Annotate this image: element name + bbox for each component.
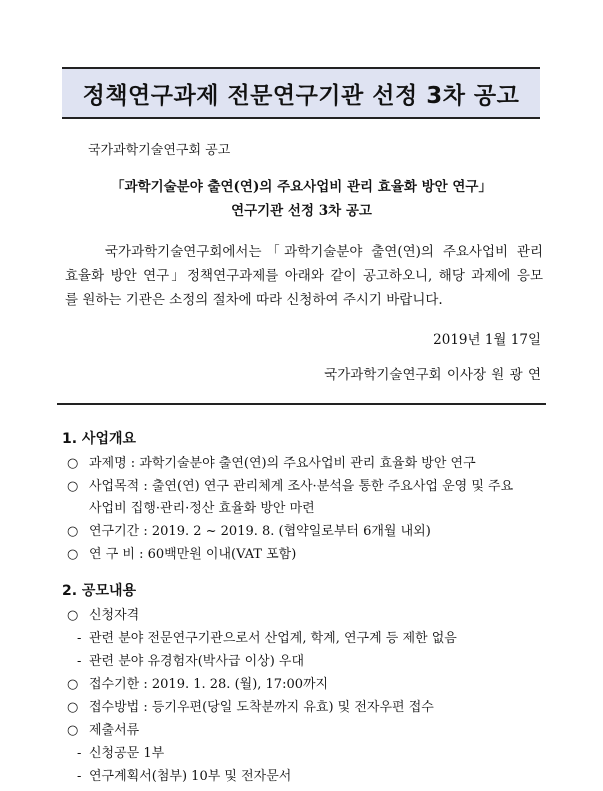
overview-item [67, 475, 513, 494]
circle-bullet-icon: ○ [67, 608, 79, 623]
signer-line: 국가과학기술연구회 이사장 원 광 연 [324, 367, 541, 383]
section-title-overview: 1. 사업개요 [62, 431, 137, 447]
body-line-1: 국가과학기술연구회에서는「과학기술분야 출연(연)의 주요사업비 관리 [105, 244, 543, 260]
application-item-text: 신청자격 [89, 608, 140, 623]
application-item-text: 제출서류 [89, 723, 140, 738]
application-item [67, 696, 434, 715]
application-subitem [77, 765, 291, 784]
application-item [67, 604, 139, 623]
application-subitem-text: 연구계획서(첨부) 10부 및 전자문서 [89, 769, 292, 784]
application-subitem-text: 관련 분야 전문연구기관으로서 산업계, 학계, 연구계 등 제한 없음 [89, 631, 457, 646]
subject-line-1: 「과학기술분야 출연(연)의 주요사업비 관리 효율화 방안 연구」 [111, 179, 492, 195]
dash-bullet-icon: - [77, 631, 82, 646]
circle-bullet-icon: ○ [67, 524, 79, 539]
circle-bullet-icon: ○ [67, 700, 79, 715]
overview-item [67, 452, 476, 471]
dash-bullet-icon: - [77, 654, 82, 669]
announcement-date: 2019년 1월 17일 [433, 332, 541, 348]
overview-item-text: 연 구 비 : 60백만원 이내(VAT 포함) [89, 547, 297, 562]
page-title: 정책연구과제 전문연구기관 선정 3차 공고 [82, 82, 520, 109]
circle-bullet-icon: ○ [67, 723, 79, 738]
overview-item-text: 사업목적 : 출연(연) 연구 관리체계 조사·분석을 통한 주요사업 운영 및 주요 [89, 479, 514, 494]
subject-line-2: 연구기관 선정 3차 공고 [231, 203, 372, 219]
overview-item [67, 543, 296, 562]
application-subitem [77, 650, 304, 669]
dash-bullet-icon: - [77, 746, 82, 761]
circle-bullet-icon: ○ [67, 479, 79, 494]
body-line-2: 효율화 방안 연구」정책연구과제를 아래와 같이 공고하오니, 해당 과제에 응모 [65, 268, 543, 284]
application-item-text: 접수방법 : 등기우편(당일 도착분까지 유효) 및 전자우편 접수 [89, 700, 434, 715]
overview-item-continuation: 사업비 집행·관리·정산 효율화 방안 마련 [89, 501, 315, 516]
overview-item [67, 520, 431, 539]
application-item-text: 접수기한 : 2019. 1. 28. (월), 17:00까지 [89, 677, 329, 692]
overview-item-text: 연구기간 : 2019. 2 ~ 2019. 8. (협약일로부터 6개월 내외) [89, 524, 431, 539]
circle-bullet-icon: ○ [67, 547, 79, 562]
dash-bullet-icon: - [77, 769, 82, 784]
circle-bullet-icon: ○ [67, 456, 79, 471]
section-title-application: 2. 공모내용 [62, 583, 137, 599]
application-subitem [77, 627, 457, 646]
body-line-3: 를 원하는 기관은 소정의 절차에 따라 신청하여 주시기 바랍니다. [65, 292, 443, 308]
application-subitem-text: 관련 분야 유경험자(박사급 이상) 우대 [89, 654, 305, 669]
section-divider [57, 403, 546, 405]
application-item [67, 719, 139, 738]
page-title-banner [62, 67, 540, 119]
application-subitem-text: 신청공문 1부 [89, 746, 165, 761]
application-subitem [77, 742, 164, 761]
application-item [67, 673, 328, 692]
overview-item-text: 과제명 : 과학기술분야 출연(연)의 주요사업비 관리 효율화 방안 연구 [89, 456, 476, 471]
announcer-line: 국가과학기술연구회 공고 [88, 143, 231, 158]
circle-bullet-icon: ○ [67, 677, 79, 692]
